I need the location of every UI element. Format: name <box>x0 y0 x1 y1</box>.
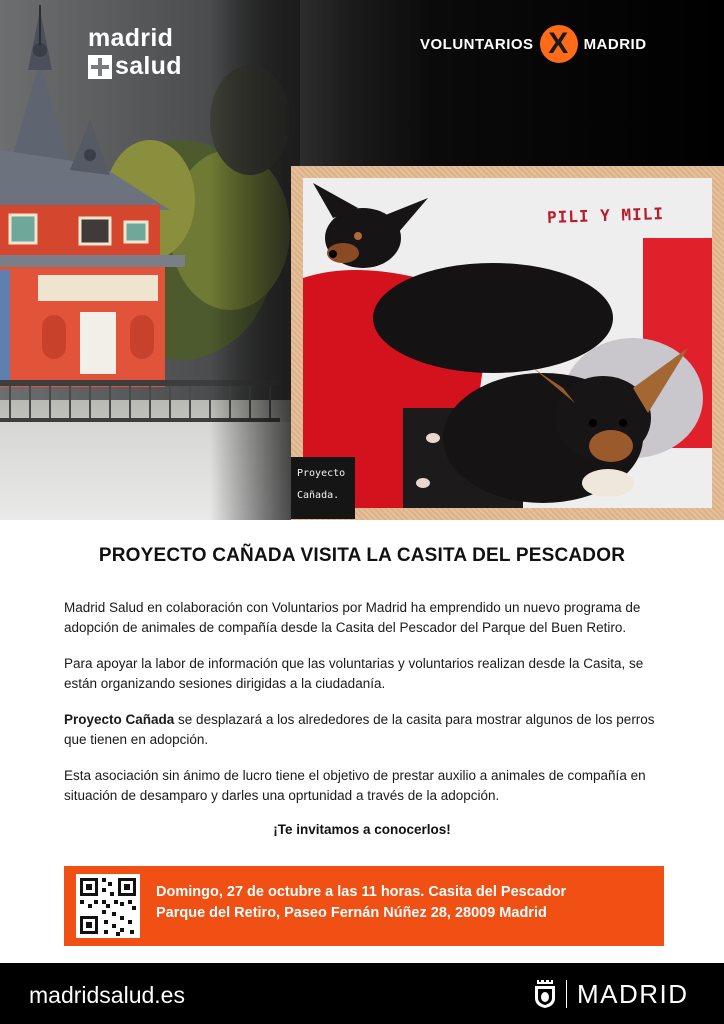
stamp-line1: Proyecto <box>297 468 346 479</box>
voluntarios-logo-madrid: MADRID <box>583 35 647 53</box>
madrid-salud-logo <box>88 24 182 80</box>
paragraph-association: Esta asociación sin ánimo de lucro tiene el objetivo de prestar auxilio a animales de compañía en situación de desamparo y darles una oprtunidad a través de la adopción. <box>64 768 646 803</box>
madrid-city-logo <box>534 979 689 1009</box>
madrid-salud-logo-line1: madrid <box>88 24 174 52</box>
proyecto-canada-stamp <box>291 457 355 519</box>
paragraph-collaboration: Madrid Salud en colaboración con Voluntarios por Madrid ha emprendido un nuevo programa de adopción de animales de compañía desde la Casita del Pescador del Parque del Buen Retiro. <box>64 600 641 635</box>
logo-divider <box>566 980 567 1008</box>
website-link[interactable]: madridsalud.es <box>29 982 185 1008</box>
event-date-line: Domingo, 27 de octubre a las 11 horas. Casita del Pescador <box>156 884 567 900</box>
event-details <box>156 882 566 924</box>
voluntarios-por-madrid-logo <box>420 24 647 64</box>
dogs-illustration <box>303 178 712 508</box>
event-address-line: Parque del Retiro, Paseo Fernán Núñez 28, 28009 Madrid <box>156 905 547 921</box>
medical-cross-icon <box>88 55 112 79</box>
madrid-salud-logo-line2: salud <box>115 52 182 80</box>
dogs-photo-frame <box>291 166 724 520</box>
voluntarios-x-icon: X <box>540 25 578 63</box>
invitation-text: ¡Te invitamos a conocerlos! <box>273 822 451 837</box>
dogs-names-label: PILI Y MILI <box>546 203 665 228</box>
footer <box>0 963 724 1024</box>
voluntarios-logo-text: VOLUNTARIOS <box>420 35 534 53</box>
article-title: PROYECTO CAÑADA VISITA LA CASITA DEL PESCADOR <box>98 545 626 566</box>
dogs-photo <box>303 178 712 508</box>
paragraph-proyecto-canada <box>64 710 674 750</box>
stamp-line2: Cañada. <box>297 490 340 501</box>
madrid-wordmark: MADRID <box>577 978 689 1009</box>
paragraph-proyecto-canada-text: se desplazará a los alrededores de la casita para mostrar algunos de los perros que tienen en adopción. <box>64 712 655 747</box>
qr-code-icon[interactable] <box>76 874 140 938</box>
paragraph-sessions: Para apoyar la labor de información que las voluntarias y voluntarios realizan desde la Casita, se están organizando sesiones dirigidas a la ciudadanía. <box>64 656 644 691</box>
madrid-coat-of-arms-icon <box>534 980 556 1008</box>
proyecto-canada-name: Proyecto Cañada <box>64 712 175 727</box>
event-banner <box>64 866 664 946</box>
